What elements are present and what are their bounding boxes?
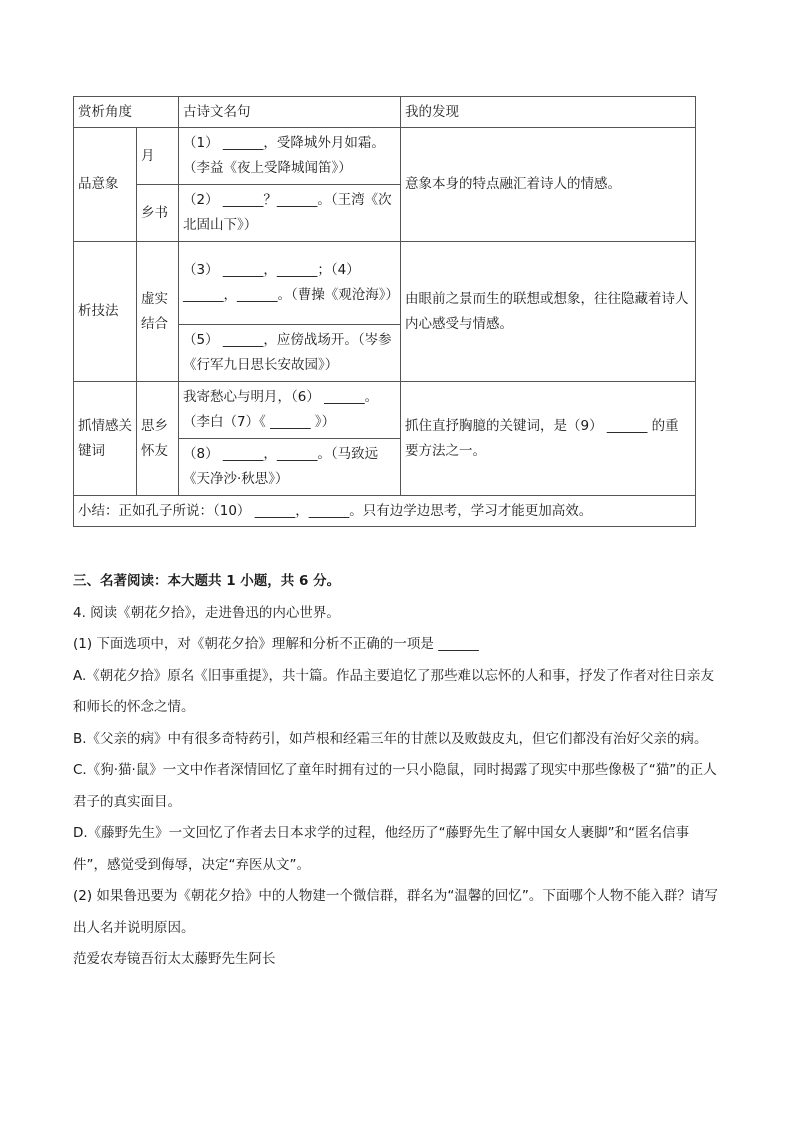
- section-three: [73, 566, 723, 976]
- table-summary-row: [74, 496, 696, 527]
- option-c: C.《狗·猫·鼠》一文中作者深情回忆了童年时拥有过的一只小隐鼠，同时揭露了现实中那些像极了“猫”的正人君子的真实面目。: [73, 762, 717, 810]
- option-d: D.《藤野先生》一文回忆了作者去日本求学的过程，他经历了“藤野先生了解中国女人裹脚”和“匿名信事件”，感觉受到侮辱，决定“弃医从文”。: [73, 825, 690, 873]
- sub-angle-cell: 虚实结合: [137, 242, 179, 382]
- question-part-2: (2) 如果鲁迅要为《朝花夕拾》中的人物建一个微信群，群名为“温馨的回忆”。下面哪个人物不能入群？请写出人名并说明原因。: [73, 888, 718, 936]
- summary-cell: 小结：正如孔子所说：（10） ______，______。只有边学边思考，学习才能更加高效。: [74, 496, 696, 527]
- table-header-row: [74, 97, 696, 128]
- angle-cell: 抓情感关键词: [74, 382, 137, 496]
- poetry-appreciation-table: [73, 96, 696, 527]
- table-row: [74, 128, 696, 185]
- option-a: A.《朝花夕拾》原名《旧事重提》，共十篇。作品主要追忆了那些难以忘怀的人和事，抒发了作者对往日亲友和师长的怀念之情。: [73, 667, 715, 715]
- header-finding: 我的发现: [401, 97, 696, 128]
- poem-line-cell: 我寄愁心与明月，（6） ______。（李白（7）《 ______ 》）: [179, 382, 401, 439]
- poem-line-cell: （8） ______，______。（马致远《天净沙·秋思》）: [179, 439, 401, 496]
- poem-line-cell: （1） ______，受降城外月如霜。（李益《夜上受降城闻笛》）: [179, 128, 401, 185]
- character-names: 范爱农寿镜吾衍太太藤野先生阿长: [73, 951, 276, 967]
- finding-cell: 由眼前之景而生的联想或想象，往往隐藏着诗人内心感受与情感。: [401, 242, 696, 382]
- table-row: [74, 242, 696, 325]
- header-angle: 赏析角度: [74, 97, 179, 128]
- poem-line-cell: （3） ______，______；（4） ______，______。（曹操《观沧海》）: [179, 242, 401, 325]
- angle-cell: 品意象: [74, 128, 137, 242]
- question-intro: 4. 阅读《朝花夕拾》，走进鲁迅的内心世界。: [73, 604, 340, 621]
- finding-cell: 意象本身的特点融汇着诗人的情感。: [401, 128, 696, 242]
- sub-angle-cell: 乡书: [137, 185, 179, 242]
- sub-angle-cell: 思乡怀友: [137, 382, 179, 496]
- finding-cell: 抓住直抒胸臆的关键词，是（9） ______ 的重要方法之一。: [401, 382, 696, 496]
- header-lines: 古诗文名句: [179, 97, 401, 128]
- section-heading: 三、名著阅读：本大题共 1 小题，共 6 分。: [73, 573, 341, 589]
- option-b: B.《父亲的病》中有很多奇特药引，如芦根和经霜三年的甘蔗以及败鼓皮丸，但它们都没有治好父亲的病。: [73, 730, 708, 747]
- question-part-1: (1) 下面选项中，对《朝花夕拾》理解和分析不正确的一项是 ______: [73, 636, 479, 652]
- table-row: [74, 382, 696, 439]
- angle-cell: 析技法: [74, 242, 137, 382]
- poem-line-cell: （5） ______，应傍战场开。（岑参《行军九日思长安故园》）: [179, 325, 401, 382]
- poem-line-cell: （2） ______？______。（王湾《次北固山下》）: [179, 185, 401, 242]
- sub-angle-cell: 月: [137, 128, 179, 185]
